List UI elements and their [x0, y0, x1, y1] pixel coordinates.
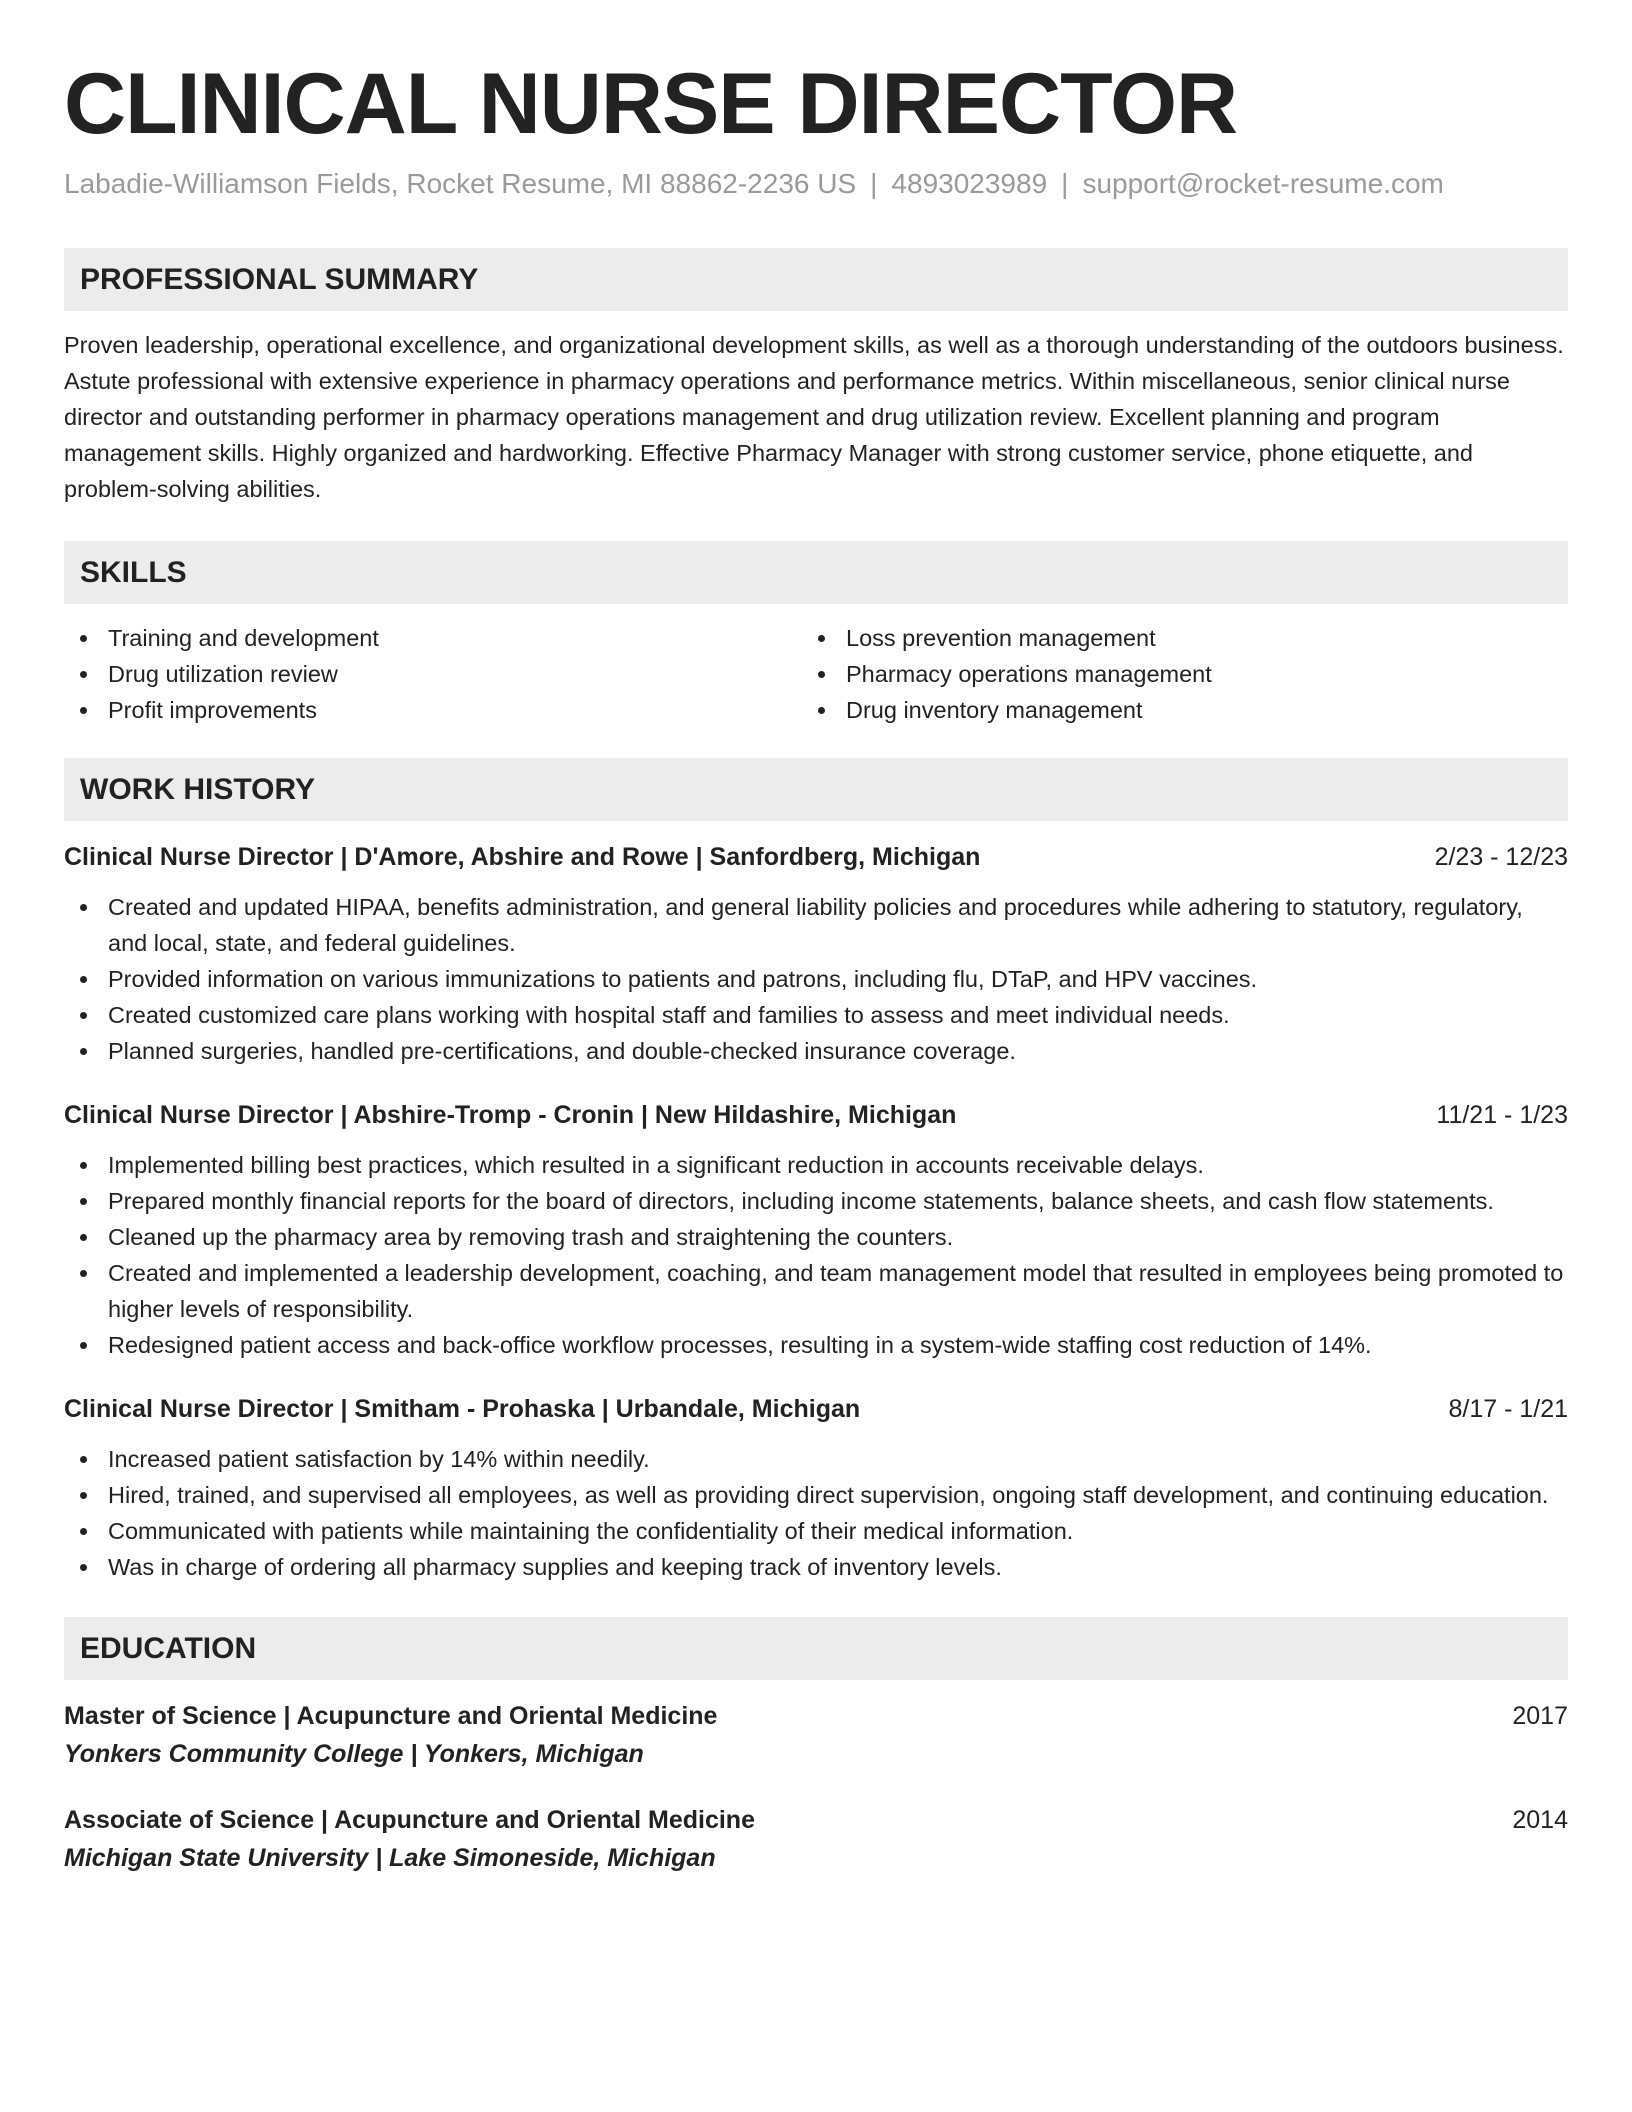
page-title: CLINICAL NURSE DIRECTOR — [64, 56, 1238, 152]
job-entry — [64, 839, 1568, 1069]
education-year: 2017 — [1512, 1702, 1568, 1730]
contact-phone: 4893023989 — [891, 168, 1048, 199]
job-entry — [64, 1391, 1568, 1585]
job-title: Clinical Nurse Director | Smitham - Prohaska | Urbandale, Michigan — [64, 1395, 861, 1423]
job-bullet: Created and implemented a leadership development, coaching, and team management model that resulted in employees being promoted to higher levels of responsibility. — [64, 1255, 1568, 1327]
job-bullet: Was in charge of ordering all pharmacy supplies and keeping track of inventory levels. — [64, 1549, 1568, 1585]
job-bullets — [64, 889, 1568, 1069]
education-heading — [64, 1698, 1568, 1734]
job-title: Clinical Nurse Director | Abshire-Tromp - Cronin | New Hildashire, Michigan — [64, 1101, 957, 1129]
contact-email: support@rocket-resume.com — [1082, 168, 1444, 199]
job-dates: 8/17 - 1/21 — [1448, 1395, 1568, 1423]
education-entry — [64, 1802, 1568, 1876]
skills-list — [64, 620, 1568, 728]
skill-item: Drug utilization review — [64, 656, 802, 692]
job-bullets — [64, 1441, 1568, 1585]
job-bullet: Created customized care plans working with hospital staff and families to assess and meet individual needs. — [64, 997, 1568, 1033]
section-header-skills: SKILLS — [64, 541, 1568, 604]
job-bullet: Hired, trained, and supervised all employees, as well as providing direct supervision, ongoing staff development, and continuing education. — [64, 1477, 1568, 1513]
contact-address: Labadie-Williamson Fields, Rocket Resume, MI 88862-2236 US — [64, 168, 857, 199]
skills-column-left — [64, 620, 802, 728]
education-year: 2014 — [1512, 1806, 1568, 1834]
job-bullet: Cleaned up the pharmacy area by removing trash and straightening the counters. — [64, 1219, 1568, 1255]
job-dates: 11/21 - 1/23 — [1436, 1101, 1568, 1129]
contact-line — [64, 166, 1568, 202]
education-school: Michigan State University | Lake Simoneside, Michigan — [64, 1844, 716, 1872]
job-heading — [64, 1097, 1568, 1133]
section-header-summary: PROFESSIONAL SUMMARY — [64, 248, 1568, 311]
contact-separator: | — [1061, 168, 1069, 199]
skill-item: Drug inventory management — [802, 692, 1540, 728]
contact-separator: | — [870, 168, 878, 199]
job-bullets — [64, 1147, 1568, 1363]
job-heading — [64, 839, 1568, 875]
job-bullet: Communicated with patients while maintaining the confidentiality of their medical information. — [64, 1513, 1568, 1549]
education-degree: Associate of Science | Acupuncture and Oriental Medicine — [64, 1806, 755, 1834]
skill-item: Profit improvements — [64, 692, 802, 728]
education-school: Yonkers Community College | Yonkers, Michigan — [64, 1740, 644, 1768]
skill-item: Pharmacy operations management — [802, 656, 1540, 692]
skills-column-right — [802, 620, 1540, 728]
job-bullet: Prepared monthly financial reports for the board of directors, including income statements, balance sheets, and cash flow statements. — [64, 1183, 1568, 1219]
education-degree: Master of Science | Acupuncture and Oriental Medicine — [64, 1702, 718, 1730]
job-bullet: Redesigned patient access and back-office workflow processes, resulting in a system-wide staffing cost reduction of 14%. — [64, 1327, 1568, 1363]
job-heading — [64, 1391, 1568, 1427]
section-header-education: EDUCATION — [64, 1617, 1568, 1680]
skill-item: Training and development — [64, 620, 802, 656]
job-bullet: Increased patient satisfaction by 14% within needily. — [64, 1441, 1568, 1477]
job-dates: 2/23 - 12/23 — [1434, 843, 1568, 871]
job-bullet: Planned surgeries, handled pre-certifications, and double-checked insurance coverage. — [64, 1033, 1568, 1069]
summary-text: Proven leadership, operational excellence, and organizational development skills, as well as a thorough understanding of the outdoors business. Astute professional with extensive experience in pharmacy operations and performance metrics. Within miscellaneous, senior clinical nurse director and outstanding performer in pharmacy operations management and drug utilization review. Excellent planning and program management skills. Highly organized and hardworking. Effective Pharmacy Manager with strong customer service, phone etiquette, and problem-solving abilities. — [64, 332, 1564, 502]
job-title: Clinical Nurse Director | D'Amore, Abshire and Rowe | Sanfordberg, Michigan — [64, 843, 981, 871]
education-heading — [64, 1802, 1568, 1838]
skill-item: Loss prevention management — [802, 620, 1540, 656]
job-entry — [64, 1097, 1568, 1363]
job-bullet: Implemented billing best practices, which resulted in a significant reduction in accounts receivable delays. — [64, 1147, 1568, 1183]
job-bullet: Provided information on various immunizations to patients and patrons, including flu, DTaP, and HPV vaccines. — [64, 961, 1568, 997]
job-bullet: Created and updated HIPAA, benefits administration, and general liability policies and procedures while adhering to statutory, regulatory, and local, state, and federal guidelines. — [64, 889, 1568, 961]
education-entry — [64, 1698, 1568, 1772]
section-header-work-history: WORK HISTORY — [64, 758, 1568, 821]
